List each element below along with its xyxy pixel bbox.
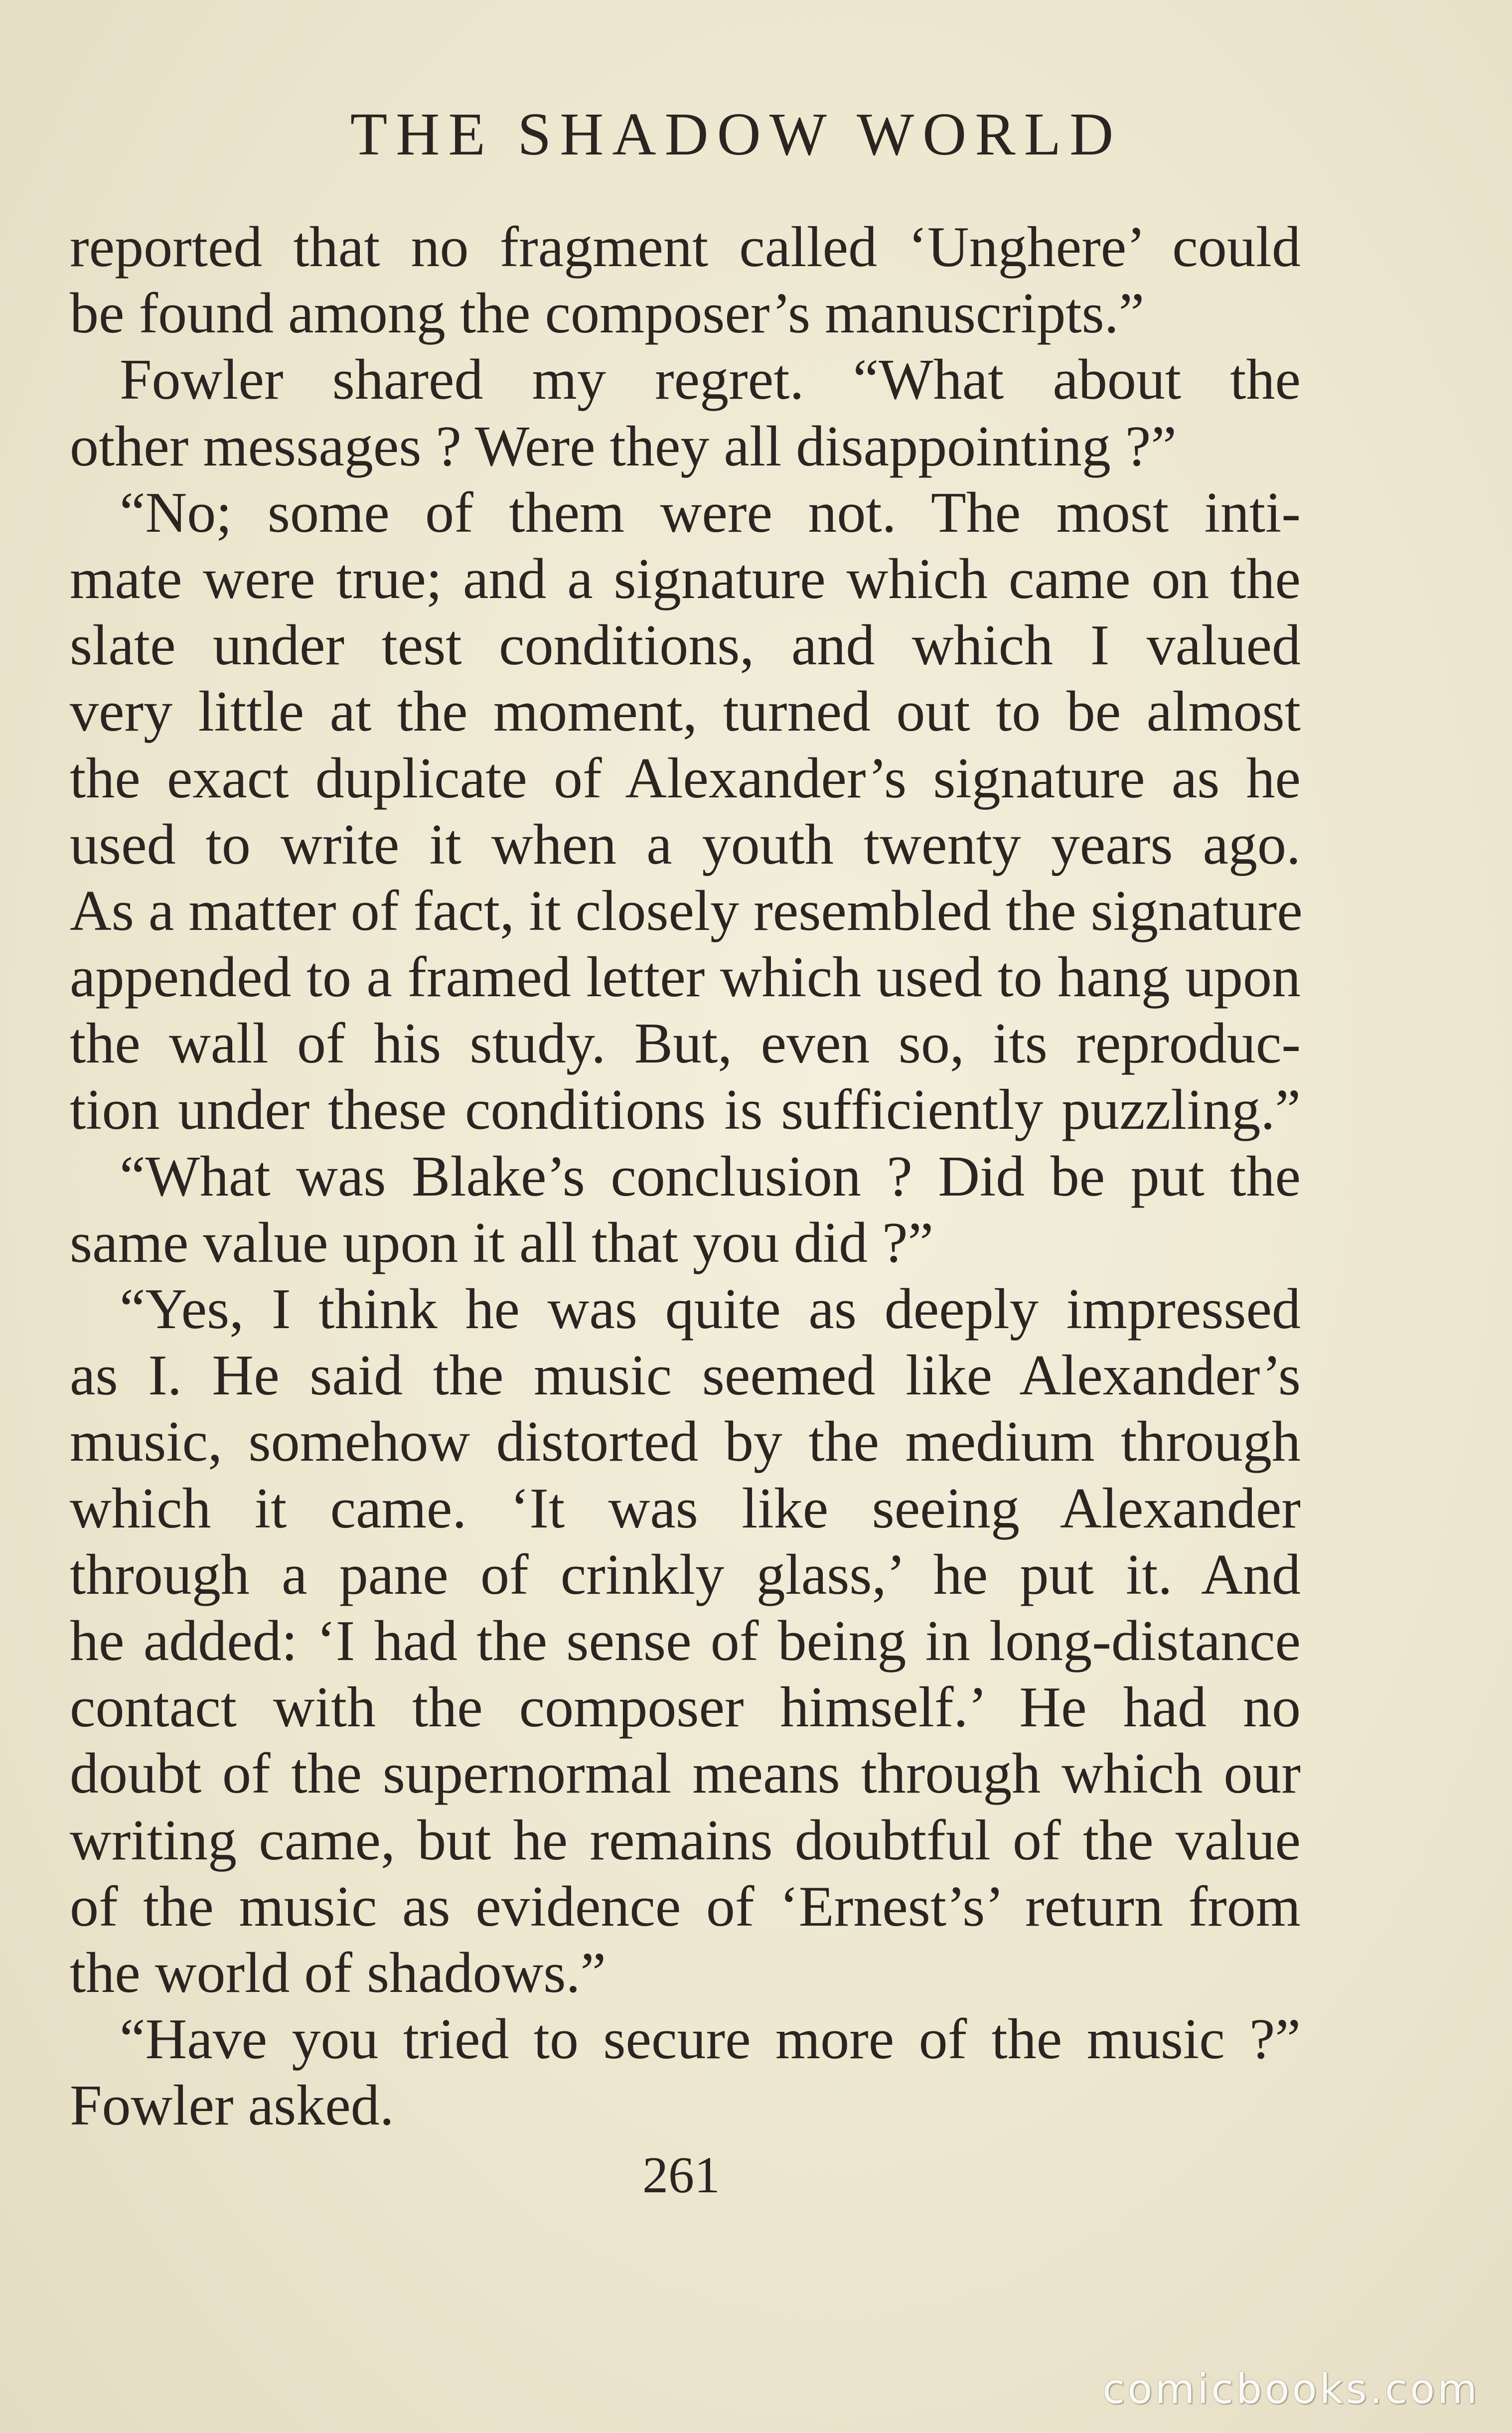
text-line: mate were true; and a signature which came on the [70,547,1301,611]
text-line: “What was Blake’s conclusion ? Did be put the [120,1144,1301,1209]
text-line: “No; some of them were not. The most inti- [120,480,1301,545]
text-line: the exact duplicate of Alexander’s signature as he [70,746,1301,810]
text-line: other messages ? Were they all disappointing ?” [70,414,1177,478]
text-line: As a matter of fact, it closely resembled the signature [70,879,1303,943]
text-line: slate under test conditions, and which I valued [70,613,1301,678]
text-line: as I. He said the music seemed like Alexander’s [70,1344,1301,1408]
text-line: contact with the composer himself.’ He had no [70,1675,1301,1740]
text-line: be found among the composer’s manuscripts.” [70,282,1145,346]
text-line: “Have you tried to secure more of the music ?” [120,2007,1301,2072]
text-line: tion under these conditions is sufficiently puzzling.” [70,1078,1301,1142]
page-number: 261 [642,2146,720,2204]
text-line: used to write it when a youth twenty years ago. [70,812,1301,877]
text-line: “Yes, I think he was quite as deeply impressed [120,1277,1301,1341]
text-line: doubt of the supernormal means through which our [70,1742,1301,1806]
text-line: through a pane of crinkly glass,’ he put it. And [70,1542,1301,1607]
text-line: Fowler asked. [70,2074,394,2138]
watermark: comicbooks.com [1102,2366,1480,2413]
text-line: appended to a framed letter which used to hang upon [70,945,1301,1010]
text-line: Fowler shared my regret. “What about the [120,348,1301,412]
body-text [70,214,1301,2139]
text-line: same value upon it all that you did ?” [70,1211,934,1275]
text-line: the world of shadows.” [70,1941,606,2005]
running-head: THE SHADOW WORLD [350,101,1122,168]
text-line: of the music as evidence of ‘Ernest’s’ return from [70,1874,1301,1939]
text-line: music, somehow distorted by the medium through [70,1410,1301,1474]
text-line: the wall of his study. But, even so, its reproduc- [70,1012,1301,1076]
text-line: he added: ‘I had the sense of being in long-distance [70,1609,1301,1673]
text-line: which it came. ‘It was like seeing Alexander [70,1476,1301,1540]
text-line: writing came, but he remains doubtful of the value [70,1808,1301,1872]
text-line: reported that no fragment called ‘Unghere’ could [70,215,1301,279]
text-line: very little at the moment, turned out to be almost [70,680,1301,744]
